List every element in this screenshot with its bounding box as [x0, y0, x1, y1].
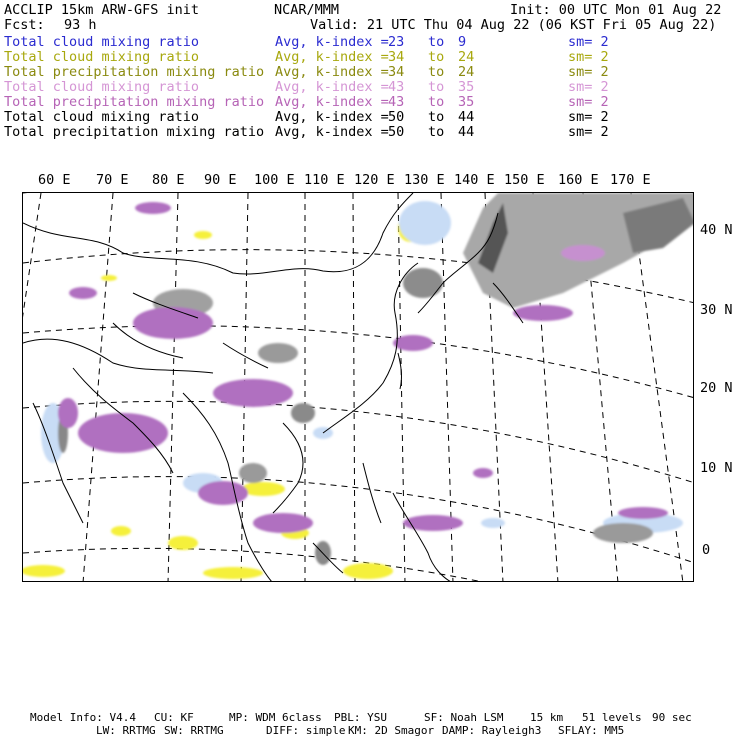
field-k2: 35 — [458, 94, 475, 110]
footer-item: DIFF: simple — [266, 724, 346, 737]
footer-item: PBL: YSU — [334, 711, 387, 724]
field-k2: 35 — [458, 79, 475, 95]
field-name: Total precipitation mixing ratio — [4, 94, 265, 110]
lat-label: 10 N — [700, 460, 733, 476]
map-canvas — [23, 193, 694, 582]
field-k1: 34 — [388, 64, 405, 80]
footer-item: 90 sec — [652, 711, 692, 724]
lat-label: 0 — [702, 542, 711, 558]
footer-item: KM: 2D Smagor — [348, 724, 435, 737]
field-name: Total cloud mixing ratio — [4, 34, 200, 50]
fcst-value: 93 h — [64, 17, 97, 33]
field-sm: sm= 2 — [568, 34, 609, 50]
lon-label: 80 E — [152, 172, 185, 188]
footer-item: MP: WDM 6class — [229, 711, 322, 724]
footer-item: Model Info: V4.4 — [30, 711, 136, 724]
field-sm: sm= 2 — [568, 124, 609, 140]
lon-label: 130 E — [404, 172, 445, 188]
field-k1: 43 — [388, 79, 405, 95]
field-k2: 24 — [458, 49, 475, 65]
lon-label: 60 E — [38, 172, 71, 188]
field-to: to — [428, 94, 445, 110]
footer-item: LW: RRTMG — [96, 724, 156, 737]
field-to: to — [428, 79, 445, 95]
field-k2: 44 — [458, 109, 475, 125]
field-avg: Avg, k-index = — [275, 79, 389, 95]
map-panel — [22, 192, 694, 582]
field-sm: sm= 2 — [568, 79, 609, 95]
field-name: Total cloud mixing ratio — [4, 79, 200, 95]
field-avg: Avg, k-index = — [275, 94, 389, 110]
org-label: NCAR/MMM — [274, 2, 340, 18]
field-to: to — [428, 34, 445, 50]
valid-time: Valid: 21 UTC Thu 04 Aug 22 (06 KST Fri 05 Aug 22) — [310, 17, 717, 33]
lon-label: 70 E — [96, 172, 129, 188]
lon-label: 170 E — [610, 172, 651, 188]
lon-label: 110 E — [304, 172, 345, 188]
lon-label: 100 E — [254, 172, 295, 188]
lon-label: 150 E — [504, 172, 545, 188]
field-avg: Avg, k-index = — [275, 124, 389, 140]
footer-item: DAMP: Rayleigh3 — [442, 724, 542, 737]
field-k2: 9 — [458, 34, 467, 50]
lon-label: 120 E — [354, 172, 395, 188]
field-to: to — [428, 64, 445, 80]
lat-label: 30 N — [700, 302, 733, 318]
field-name: Total precipitation mixing ratio — [4, 64, 265, 80]
footer-item: CU: KF — [154, 711, 194, 724]
model-title: ACCLIP 15km ARW-GFS init — [4, 2, 200, 18]
fcst-label: Fcst: — [4, 17, 45, 33]
field-k1: 23 — [388, 34, 405, 50]
footer-item: SF: Noah LSM — [424, 711, 504, 724]
footer-item: SFLAY: MM5 — [558, 724, 625, 737]
footer-item: 15 km — [530, 711, 564, 724]
lon-label: 160 E — [558, 172, 599, 188]
field-avg: Avg, k-index = — [275, 34, 389, 50]
field-sm: sm= 2 — [568, 49, 609, 65]
field-name: Total precipitation mixing ratio — [4, 124, 265, 140]
lat-label: 40 N — [700, 222, 733, 238]
field-k2: 44 — [458, 124, 475, 140]
field-avg: Avg, k-index = — [275, 64, 389, 80]
field-avg: Avg, k-index = — [275, 109, 389, 125]
field-k1: 34 — [388, 49, 405, 65]
lon-label: 90 E — [204, 172, 237, 188]
field-sm: sm= 2 — [568, 94, 609, 110]
footer-item: SW: RRTMG — [164, 724, 224, 737]
field-sm: sm= 2 — [568, 109, 609, 125]
field-avg: Avg, k-index = — [275, 49, 389, 65]
field-sm: sm= 2 — [568, 64, 609, 80]
footer-item: 51 levels — [582, 711, 642, 724]
field-k1: 50 — [388, 124, 405, 140]
field-to: to — [428, 109, 445, 125]
field-name: Total cloud mixing ratio — [4, 109, 200, 125]
field-name: Total cloud mixing ratio — [4, 49, 200, 65]
init-time: Init: 00 UTC Mon 01 Aug 22 — [510, 2, 722, 18]
field-k2: 24 — [458, 64, 475, 80]
cloud-precip-field — [23, 193, 694, 579]
lat-label: 20 N — [700, 380, 733, 396]
field-k1: 50 — [388, 109, 405, 125]
lon-label: 140 E — [454, 172, 495, 188]
field-to: to — [428, 49, 445, 65]
field-to: to — [428, 124, 445, 140]
field-k1: 43 — [388, 94, 405, 110]
